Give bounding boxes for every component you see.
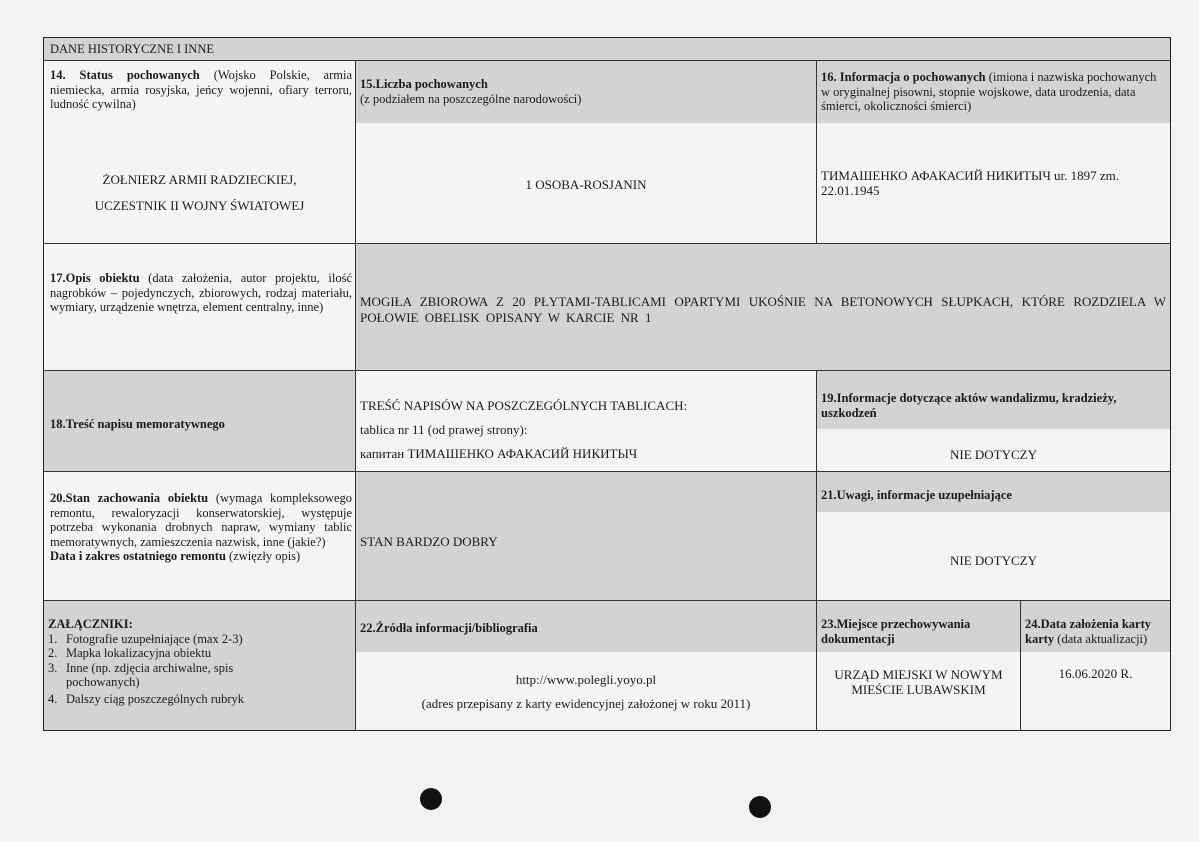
historical-data-form <box>43 37 1171 731</box>
field14-label-cell <box>44 61 355 123</box>
grid-line <box>44 600 1170 601</box>
field14-value-line2: UCZESTNIK II WOJNY ŚWIATOWEJ <box>94 198 305 213</box>
field15-value-text: 1 OSOBA-ROSJANIN <box>525 177 647 192</box>
section-header <box>44 38 1170 60</box>
field15-hint: (z podziałem na poszczególne narodowości) <box>360 91 582 106</box>
field20-value <box>356 472 816 600</box>
punch-hole-right <box>749 796 771 818</box>
field14-value-line1: ŻOŁNIERZ ARMII RADZIECKIEJ, <box>102 172 297 187</box>
field20-label: 20.Stan zachowania obiektu (wymaga kompleksowego remontu, rewaloryzacji konserwatorskiej, występuje potrzeba wykonania drobnych napraw, wymiany tablic memoratywnych, zamieszczenia nazwisk, inne (jakie?) <box>50 491 352 549</box>
field20-label-cell <box>44 472 355 600</box>
attachment-item: 1. Fotografie uzupełniające (max 2-3) <box>48 631 243 646</box>
field17-label: 17.Opis obiektu (data założenia, autor projektu, ilość nagrobków – pojedynczych, zbiorowych, rodzaj materiału, wymiary, urządzenie wnętrza, element centralny, inne) <box>50 271 352 314</box>
section-header-text: DANE HISTORYCZNE I INNE <box>50 42 214 56</box>
attachment-item: 4. Dalszy ciąg poszczególnych rubryk <box>48 691 245 706</box>
field22-value-line2: (adres przepisany z karty ewidencyjnej założonej w roku 2011) <box>421 696 751 711</box>
field17-label-cell <box>44 244 355 370</box>
field21-label-cell <box>817 472 1170 512</box>
field15-label: 15.Liczba pochowanych <box>360 77 488 91</box>
field22-value <box>356 653 816 730</box>
grid-line <box>44 243 1170 244</box>
grid-line <box>816 60 817 244</box>
field15-label-cell <box>356 61 816 123</box>
field24-value <box>1021 653 1170 730</box>
field24-value-text: 16.06.2020 R. <box>1058 666 1133 681</box>
field16-label: 16. Informacja o pochowanych (imiona i nazwiska pochowanych w oryginalnej pisowni, stopnie wojskowe, data urodzenia, data śmierci, okoliczności śmierci) <box>821 70 1157 113</box>
field22-value-line1: http://www.polegli.yoyo.pl <box>515 672 657 687</box>
field14-value <box>44 124 355 243</box>
field21-label: 21.Uwagi, informacje uzupełniające <box>821 488 1012 502</box>
field22-label: 22.Źródła informacji/bibliografia <box>360 621 538 635</box>
field16-value-text: ТИМАШЕНКО АФАКАСИЙ НИКИТЫЧ ur. 1897 zm. 22.01.1945 <box>821 168 1120 198</box>
attachment-item: 3. Inne (np. zdjęcia archiwalne, spis pochowanych) <box>48 660 234 689</box>
field24-hint: (data aktualizacji) <box>1057 631 1148 646</box>
attachments-label: ZAŁĄCZNIKI: <box>48 617 133 631</box>
grid-line <box>816 370 817 730</box>
field20-label2: Data i zakres ostatniego remontu (zwięzły opis) <box>50 549 301 563</box>
grid-line <box>355 60 356 730</box>
field19-label-cell <box>817 371 1170 429</box>
attachment-item: 2. Mapka lokalizacyjna obiektu <box>48 646 212 660</box>
field22-label-cell <box>356 601 816 652</box>
grid-line <box>44 471 1170 472</box>
field23-value <box>817 653 1020 730</box>
field14-label: 14. Status pochowanych (Wojsko Polskie, armia niemiecka, armia rosyjska, jeńcy wojenni, ofiary terroru, ludność cywilna) <box>50 68 353 111</box>
field19-value-text: NIE DOTYCZY <box>949 447 1037 462</box>
field17-value-text: MOGIŁA ZBIOROWA Z 20 PŁYTAMI-TABLICAMI OPARTYMI UKOŚNIE NA BETONOWYCH SŁUPKACH, KTÓRE ROZDZIELA W POŁOWIE OBELISK OPISANY W KARCIE NR 1 <box>360 294 1166 325</box>
field19-label: 19.Informacje dotyczące aktów wandalizmu, kradzieży, uszkodzeń <box>821 391 1117 420</box>
field23-label: 23.Miejsce przechowywania dokumentacji <box>821 617 971 646</box>
attachments-list <box>48 632 351 707</box>
grid-line <box>44 60 1170 61</box>
grid-line <box>44 370 1170 371</box>
field21-value-text: NIE DOTYCZY <box>949 553 1037 568</box>
field24-hint-prefix: karty <box>1025 631 1055 646</box>
field24-label: 24.Data założenia karty <box>1025 617 1152 631</box>
field16-value <box>817 124 1170 243</box>
field18-label: 18.Treść napisu memoratywnego <box>50 417 225 431</box>
field23-value-text: URZĄD MIEJSKI W NOWYM MIEŚCIE LUBAWSKIM <box>834 667 1003 697</box>
field18-value-line3: капитан ТИМАШЕНКО АФАКАСИЙ НИКИТЫЧ <box>360 446 638 461</box>
grid-line <box>1020 600 1021 730</box>
field21-value <box>817 513 1170 600</box>
field24-label-cell <box>1021 601 1170 652</box>
field16-label-cell <box>817 61 1170 123</box>
attachments-cell <box>44 601 355 730</box>
field15-value <box>356 124 816 243</box>
field23-label-cell <box>817 601 1020 652</box>
field18-value <box>356 371 816 471</box>
field20-value-text: STAN BARDZO DOBRY <box>360 534 498 549</box>
field18-value-line1: TREŚĆ NAPISÓW NA POSZCZEGÓLNYCH TABLICACH: <box>360 398 688 413</box>
field19-value <box>817 430 1170 471</box>
field17-value <box>356 244 1170 370</box>
field18-value-line2: tablica nr 11 (od prawej strony): <box>360 422 528 437</box>
field18-label-cell <box>44 371 355 471</box>
punch-hole-left <box>420 788 442 810</box>
